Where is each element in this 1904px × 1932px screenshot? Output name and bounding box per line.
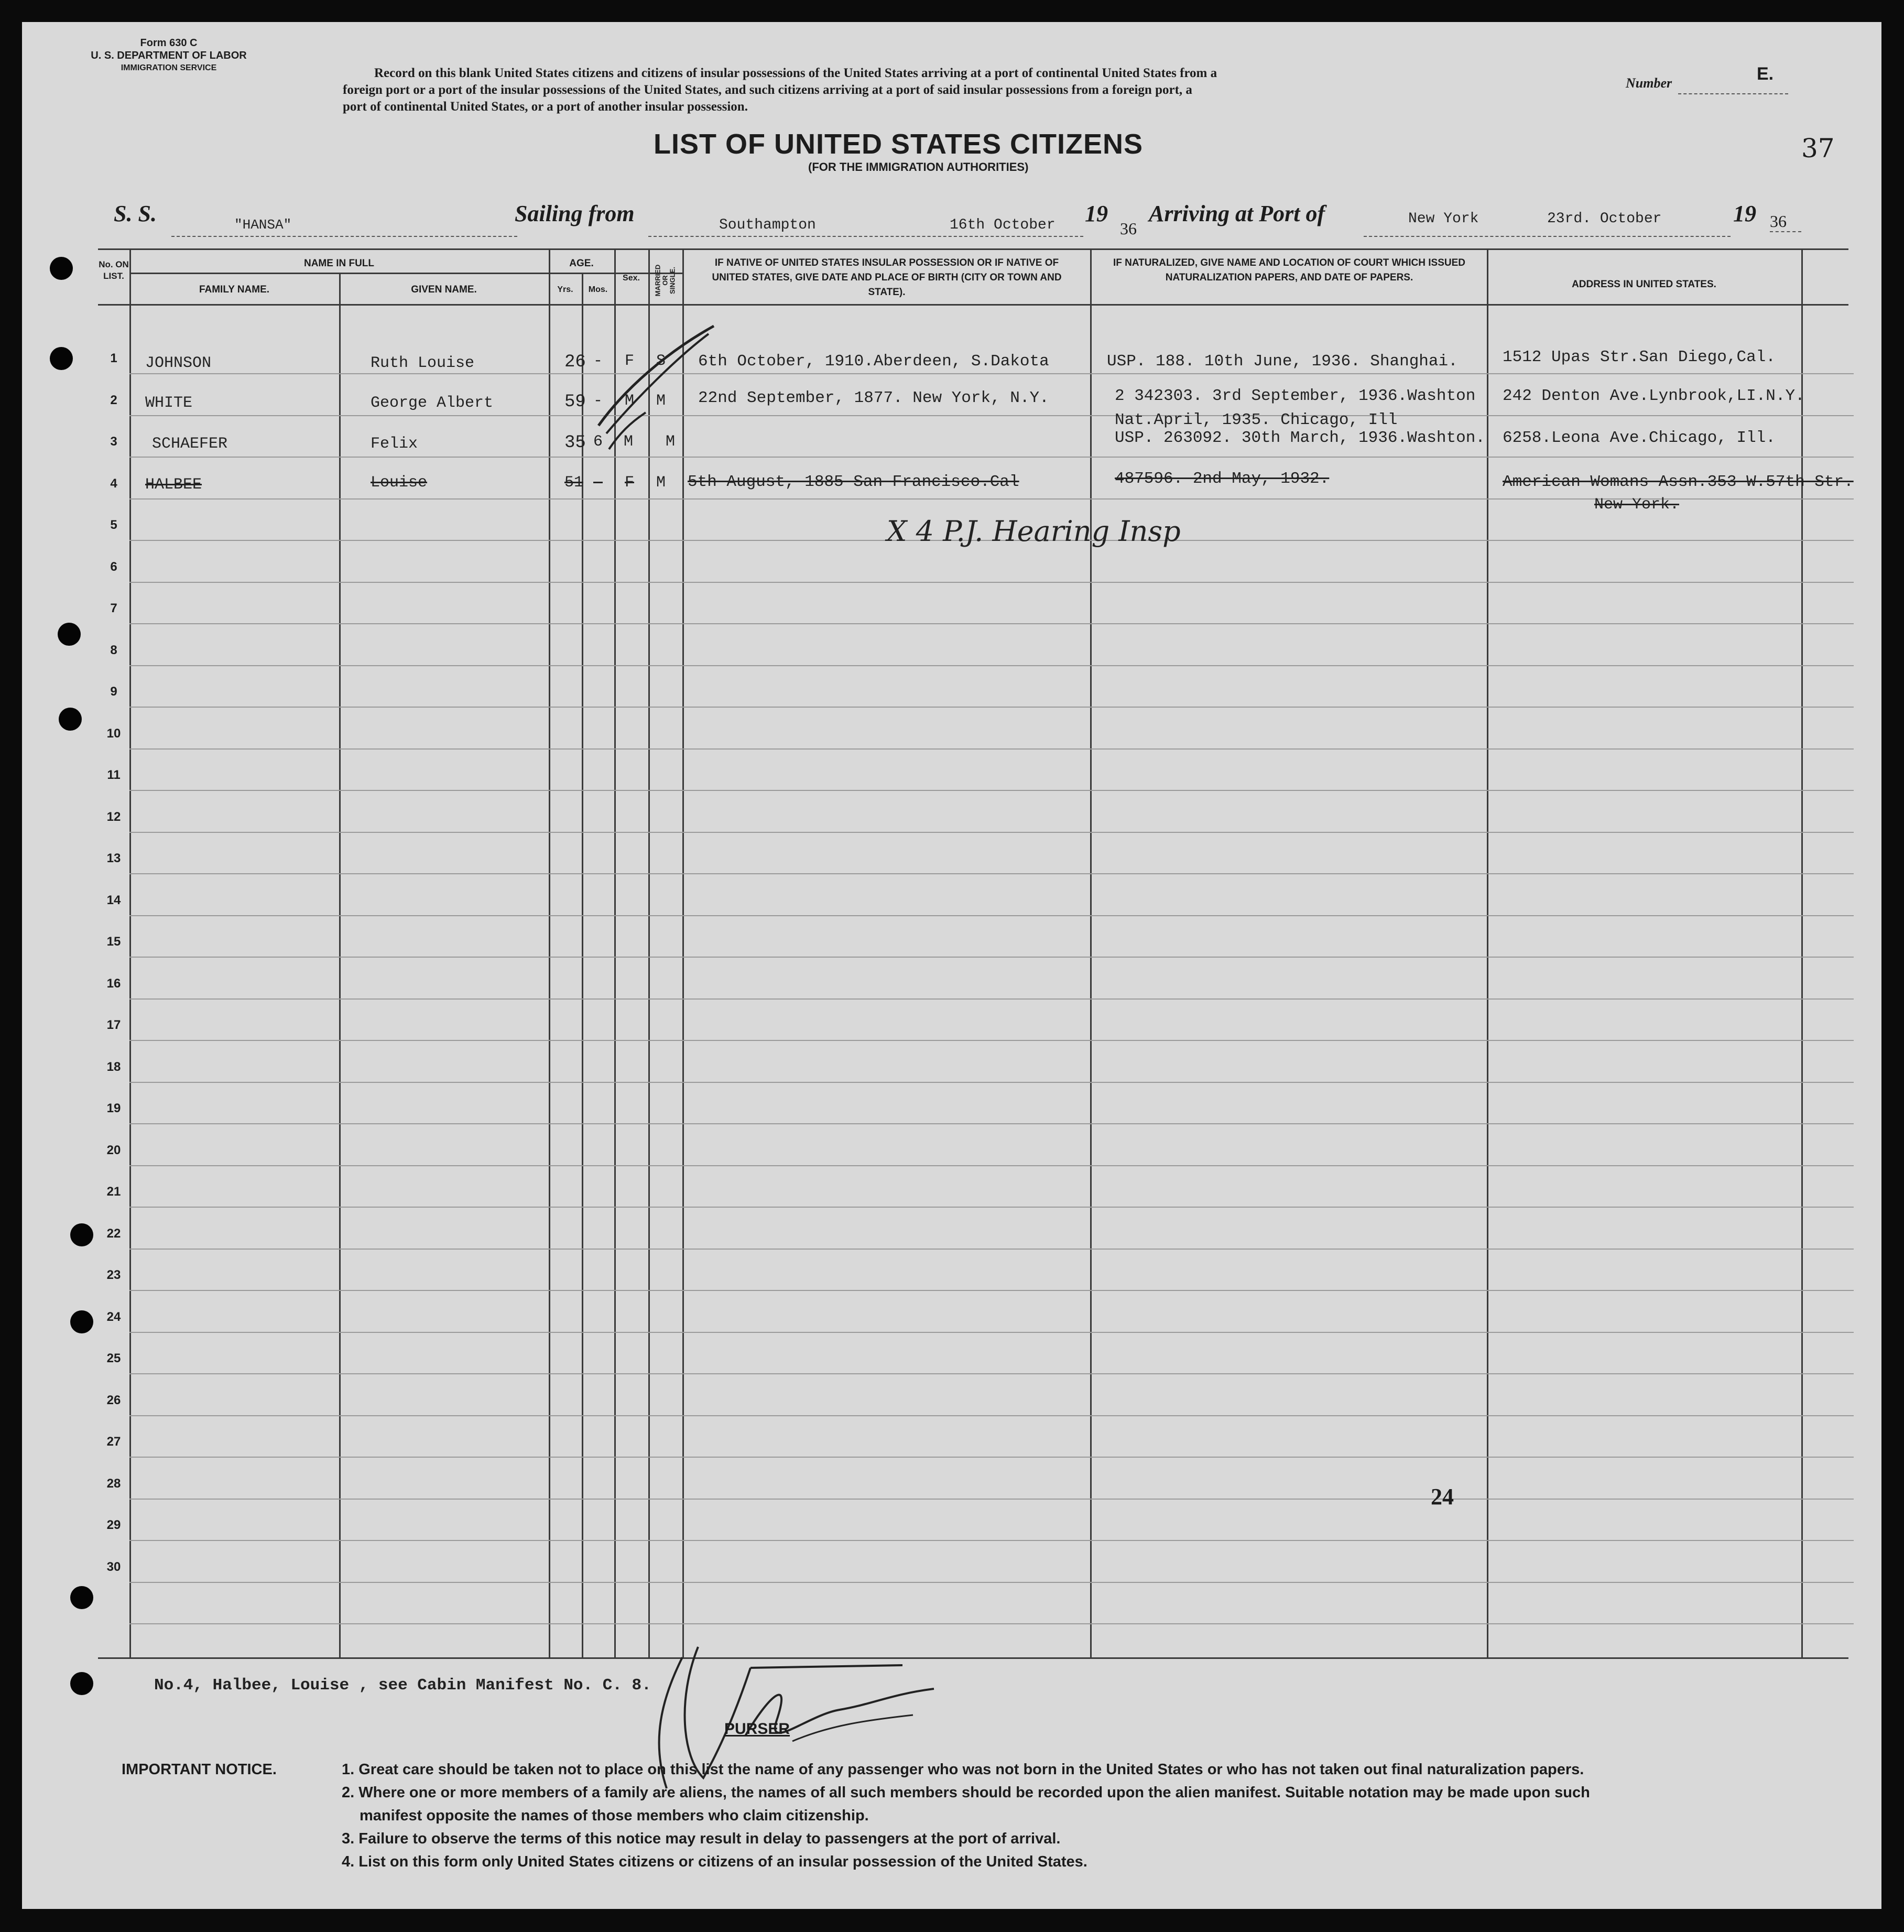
notice-items [342,1758,1590,1873]
ruled-line [129,373,1854,374]
row-1-mos: - [593,352,603,370]
notice-item-4: 4. List on this form only United States citizens or citizens of an insular possession of the United States. [342,1853,1087,1870]
row-number: 15 [106,935,121,949]
table-bottom-border [98,1657,1848,1659]
ruled-line [129,832,1854,833]
instruction-line-1: Record on this blank United States citizens and citizens of insular possessions of the United States arriving at a port of continental United States from a [374,66,1217,80]
row-1-family: JOHNSON [145,354,212,372]
sailing-port: Southampton [719,217,816,233]
ship-name: "HANSA" [234,217,292,233]
row-number: 4 [110,476,117,491]
ship-line [171,236,517,237]
row-number: 21 [106,1185,121,1199]
row-3-naturalized-2: USP. 263092. 30th March, 1936.Washton. [1115,429,1485,447]
row-number: 19 [106,1101,121,1115]
col-divider-native [1090,248,1092,1657]
row-2-given: George Albert [371,394,494,412]
number-label: Number [1626,75,1672,91]
arriving-label: Arriving at Port of [1149,201,1325,226]
ruled-line [129,1040,1854,1041]
form-number: Form 630 C [140,37,198,49]
ruled-line [129,748,1854,750]
row-number: 2 [110,393,117,407]
ruled-line [129,415,1854,416]
col-divider-sex [648,248,650,1657]
arrival-year: 36 [1770,212,1801,232]
row-3-naturalized: Nat.April, 1935. Chicago, Ill [1115,411,1398,429]
ruled-line [129,665,1854,666]
row-3-sex: M [624,433,634,451]
ruled-line [129,1540,1854,1541]
header-no-on-list: No. ON LIST. [99,259,129,281]
number-value: E. [1757,64,1774,84]
ruled-line [129,1207,1854,1208]
row-2-birth: 22nd September, 1877. New York, N.Y. [698,389,1049,407]
page-number: 37 [1801,133,1835,164]
row-number: 26 [106,1393,121,1407]
ruled-line [129,1457,1854,1458]
header-mos: Mos. [588,285,608,294]
header-name-in-full: NAME IN FULL [303,258,375,269]
ruled-line [129,1415,1854,1416]
row-number: 29 [106,1518,121,1532]
page-subtitle: (FOR THE IMMIGRATION AUTHORITIES) [808,160,1029,173]
instruction-block [343,65,1627,115]
ruled-line [129,998,1854,1000]
punch-hole [59,708,82,731]
ruled-line [129,1165,1854,1166]
header-given-name: GIVEN NAME. [411,284,477,295]
row-4-naturalized: 487596. 2nd May, 1932. [1115,470,1330,488]
punch-hole [70,1672,93,1695]
header-native: IF NATIVE OF UNITED STATES INSULAR POSSESSION OR IF NATIVE OF UNITED STATES, GIVE DATE AND PLACE OF BIRTH (CITY OR TOWN AND STATE). [712,257,1062,298]
arrival-date: 23rd. October [1547,211,1662,227]
row-number: 12 [106,810,121,824]
row-2-family: WHITE [145,394,193,412]
row-1-naturalized: USP. 188. 10th June, 1936. Shanghai. [1107,352,1458,371]
footer-note: No.4, Halbee, Louise , see Cabin Manifest No. C. 8. [154,1676,651,1695]
row-1-address: 1512 Upas Str.San Diego,Cal. [1503,348,1776,366]
ss-label: S. S. [114,201,157,226]
row-4-married-single: M [656,474,666,492]
row-3-yrs: 35 [564,433,586,453]
name-subheader-border [129,273,682,274]
row-number: 10 [106,726,121,741]
col-divider-ms [682,248,684,1657]
punch-hole [50,347,73,370]
header-naturalized: IF NATURALIZED, GIVE NAME AND LOCATION OF COURT WHICH ISSUED NATURALIZATION PAPERS, AND DATE OF PAPERS. [1113,257,1465,283]
row-4-birth: 5th August, 1885 San Francisco.Cal [688,473,1019,491]
col-divider-age [614,248,616,1657]
row-number: 1 [110,351,117,365]
row-4-given: Louise [371,474,428,492]
header-sex: Sex. [623,274,640,283]
row-number: 9 [110,685,117,699]
col-divider-given [549,248,550,1657]
header-family-name: FAMILY NAME. [199,284,270,295]
ruled-line [129,582,1854,583]
row-4-sex: F [625,474,635,492]
number-line [1678,93,1788,94]
arrival-line [1364,236,1731,237]
row-4-family: HALBEE [145,476,202,494]
row-number: 22 [106,1227,121,1241]
punch-hole [58,623,81,646]
punch-hole [70,1586,93,1609]
row-2-yrs: 59 [564,392,586,412]
row-3-given: Felix [371,435,418,453]
row-1-yrs: 26 [564,352,586,372]
manifest-sheet [22,22,1881,1909]
row-2-naturalized: 2 342303. 3rd September, 1936.Washton [1115,387,1476,405]
notice-item-3: 3. Failure to observe the terms of this notice may result in delay to passengers at the port of arrival. [342,1830,1061,1847]
ruled-line [129,1082,1854,1083]
row-number: 6 [110,560,117,574]
row-1-sex: F [625,352,635,370]
row-2-address: 242 Denton Ave.Lynbrook,LI.N.Y. [1503,387,1805,405]
ruled-line [129,707,1854,708]
ruled-line [129,1290,1854,1291]
page-title: LIST OF UNITED STATES CITIZENS [654,128,1143,160]
form-info [90,37,247,74]
sailing-year-prefix: 19 [1085,201,1108,226]
purser-label: PURSER [724,1720,790,1738]
ruled-line [129,457,1854,458]
ruled-line [129,915,1854,916]
row-2-sex: M [625,392,635,410]
row-number: 5 [110,518,117,532]
row-number: 17 [106,1018,121,1032]
row-number: 28 [106,1477,121,1491]
row-number: 30 [106,1560,121,1574]
ruled-line [129,957,1854,958]
instruction-line-2: foreign port or a port of the insular possessions of the United States, and such citizens arriving at a port of said insular possessions from a foreign port, a [343,83,1192,97]
row-number: 3 [110,435,117,449]
instruction-line-3: port of continental United States, or a port of another insular possession. [343,100,748,114]
row-number: 25 [106,1351,121,1365]
row-4-address-2: New York. [1594,496,1680,514]
sailing-line [648,236,1083,237]
row-number: 11 [107,768,121,782]
department-name: U. S. DEPARTMENT OF LABOR [91,50,247,61]
row-number: 7 [110,601,117,615]
sailing-date: 16th October [950,217,1056,233]
ruled-line [129,1249,1854,1250]
row-number: 27 [106,1435,121,1449]
col-divider-family [339,273,341,1657]
ruled-line [129,623,1854,624]
sailing-label: Sailing from [515,201,635,226]
row-number: 8 [110,643,117,657]
ruled-line [129,1332,1854,1333]
notice-item-2: 2. Where one or more members of a family are aliens, the names of all such members should be recorded upon the alien manifest. Suitable notation may be made upon such [342,1784,1590,1801]
arrival-port: New York [1408,211,1479,227]
header-married-or-single: MARRIED OR SINGLE. [654,264,677,297]
header-yrs: Yrs. [557,285,573,294]
row-number: 16 [106,976,121,991]
ruled-line [129,1623,1854,1624]
row-3-family: SCHAEFER [152,435,228,453]
ruled-line [129,1499,1854,1500]
header-age: AGE. [569,258,594,269]
service-name: IMMIGRATION SERVICE [121,63,217,72]
row-number: 18 [106,1060,121,1074]
arrival-year-prefix: 19 [1733,201,1756,226]
handwritten-inspector-note: X 4 P.J. Hearing Insp [887,515,1181,548]
row-1-married-single: S [656,352,666,370]
row-4-yrs: 51 [564,474,584,492]
ruled-line [129,1373,1854,1374]
row-number: 24 [106,1310,121,1324]
col-divider-address [1801,248,1803,1657]
row-2-mos: - [593,392,603,410]
col-divider-naturalized [1487,248,1488,1657]
row-4-mos: - [593,474,603,492]
punch-hole [50,257,73,280]
notice-label: IMPORTANT NOTICE. [122,1761,277,1778]
ruled-line [129,790,1854,791]
notice-item-2-cont: manifest opposite the names of those members who claim citizenship. [360,1807,869,1824]
row-2-married-single: M [656,392,666,410]
row-1-given: Ruth Louise [371,354,475,372]
row-3-married-single: M [666,433,676,451]
row-number: 23 [106,1268,121,1282]
row-number: 14 [106,893,121,907]
sailing-year: 36 [1120,219,1137,238]
ruled-line [129,873,1854,874]
header-address: ADDRESS IN UNITED STATES. [1572,279,1716,290]
row-4-address: American Womans Assn.353 W.57th Str. [1503,473,1854,491]
ruled-line [129,1582,1854,1583]
row-number: 20 [106,1143,121,1157]
row-3-mos: 6 [593,433,603,451]
tally-number: 24 [1431,1484,1454,1510]
row-1-birth: 6th October, 1910.Aberdeen, S.Dakota [698,352,1049,371]
row-number: 13 [106,851,121,865]
punch-hole [70,1310,93,1333]
row-3-address: 6258.Leona Ave.Chicago, Ill. [1503,429,1776,447]
header-bottom-border [98,304,1848,306]
notice-item-1: 1. Great care should be taken not to place on this list the name of any passenger who was not born in the United States or who has not taken out final naturalization papers. [342,1761,1584,1778]
handwritten-check-marks [588,316,724,452]
table-top-border [98,248,1848,250]
punch-hole [70,1223,93,1246]
ruled-line [129,1123,1854,1124]
